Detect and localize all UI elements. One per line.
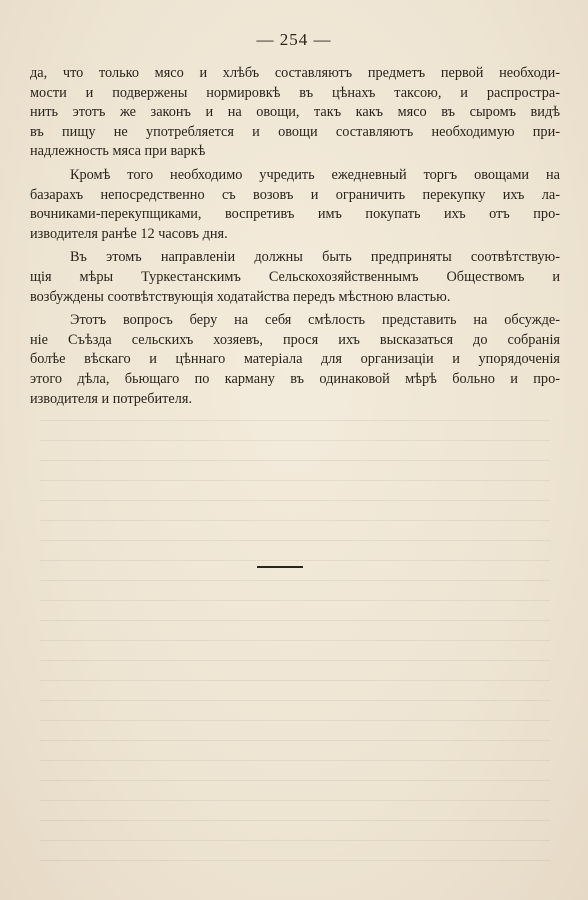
section-divider <box>257 566 303 568</box>
text-line: возбуждены соотвѣтствующія ходатайства передъ мѣстною властью. <box>30 288 451 305</box>
text-line: болѣе вѣскаго и цѣннаго матеріала для организаціи и упорядоченія <box>30 351 560 368</box>
text-line: базарахъ непосредственно съ возовъ и ограничить перекупку ихъ ла- <box>30 186 560 203</box>
text-line: изводителя ранѣе 12 часовъ дня. <box>30 225 228 242</box>
show-through-texture <box>40 420 550 880</box>
text-line: этого дѣла, бьющаго по карману въ одинаковой мѣрѣ больно и про- <box>30 370 560 387</box>
text-line: Кромѣ того необходимо учредить ежедневный торгъ овощами на <box>70 166 560 183</box>
text-line: Въ этомъ направленіи должны быть предприняты соотвѣтствую- <box>70 249 560 266</box>
text-line: надлежность мяса при варкѣ <box>30 143 206 160</box>
page-number: — 254 — <box>256 30 332 49</box>
paragraph-1 <box>30 64 560 162</box>
paragraph-4 <box>30 311 560 409</box>
paragraph-3 <box>30 248 560 307</box>
text-line: Этотъ вопросъ беру на себя смѣлость представить на обсужде- <box>70 312 560 329</box>
text-line: нить этотъ же законъ и на овощи, такъ какъ мясо въ сыромъ видѣ <box>30 104 560 121</box>
body-text <box>30 64 560 413</box>
text-line: мости и подвержены нормировкѣ въ цѣнахъ таксою, и распростра- <box>30 84 560 101</box>
text-line: да, что только мясо и хлѣбъ составляютъ предметъ первой необходи- <box>30 65 560 81</box>
paragraph-2 <box>30 166 560 244</box>
text-line: вочниками-перекупщиками, воспретивъ имъ покупать ихъ отъ про- <box>30 206 560 223</box>
text-line: изводителя и потребителя. <box>30 390 193 407</box>
text-line: щія мѣры Туркестанскимъ Сельскохозяйственнымъ Обществомъ и <box>30 268 560 285</box>
text-line: въ пищу не употребляется и овощи составляютъ необходимую при- <box>30 123 560 140</box>
text-line: ніе Съѣзда сельскихъ хозяевъ, прося ихъ высказаться до собранія <box>30 331 560 348</box>
